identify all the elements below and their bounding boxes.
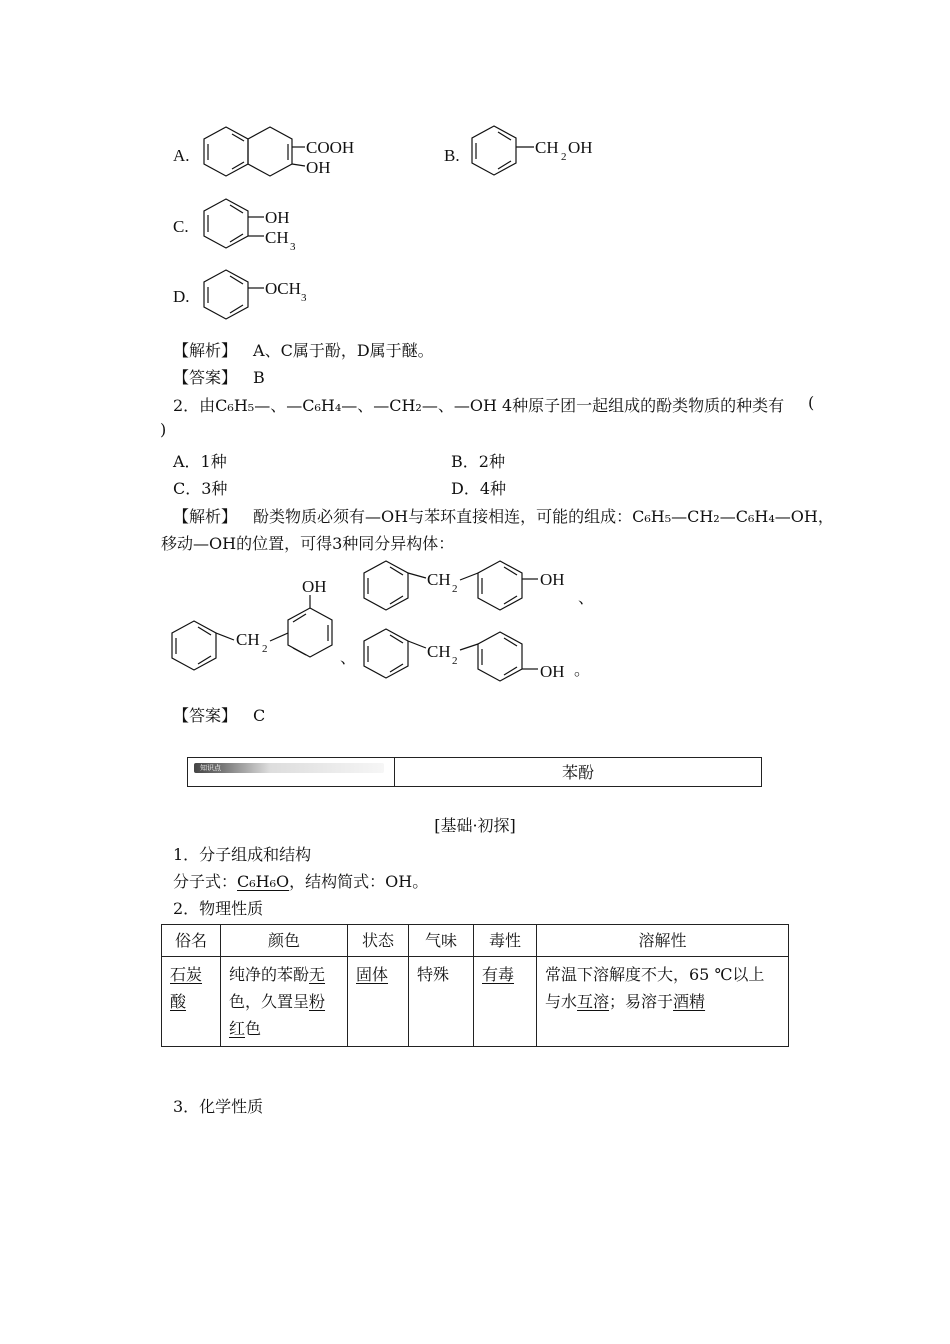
answer-tag: 【答案】 <box>173 368 238 387</box>
isomer-meta-idx: 2 <box>452 583 458 595</box>
option-d-structure <box>204 270 307 319</box>
option-c-idx: 3 <box>290 241 296 253</box>
q2-bracket-close: ) <box>160 420 167 439</box>
molecular-formula: C₆H₆O <box>237 872 290 891</box>
col-header: 毒性 <box>474 925 537 957</box>
isomer-meta-ch: CH <box>427 570 451 589</box>
q1-analysis <box>173 338 434 361</box>
color-cell: 纯净的苯酚无色，久置呈粉红色 <box>221 957 348 1047</box>
heading-structure: 1．分子组成和结构 <box>173 845 312 864</box>
col-header: 俗名 <box>162 925 221 957</box>
analysis-text: A、C属于酚，D属于醚。 <box>253 341 434 360</box>
option-c-ch: CH <box>265 228 289 247</box>
isomer-para-ch: CH <box>427 642 451 661</box>
state-value: 固体 <box>356 965 389 984</box>
col-header: 状态 <box>348 925 409 957</box>
heading-physical: 2．物理性质 <box>173 899 264 918</box>
q2-analysis-line1 <box>173 504 834 527</box>
formula-line <box>173 869 428 892</box>
option-b-ch: CH <box>535 138 559 157</box>
option-b-idx: 2 <box>561 151 567 163</box>
q2-bracket-open: ( <box>808 393 815 412</box>
formula-mid: ，结构简式： <box>289 872 386 891</box>
q2-choice-d: D．4种 <box>451 479 507 498</box>
option-d-idx: 3 <box>301 292 307 304</box>
isomer-para-oh: OH <box>540 662 565 681</box>
toxicity-value: 有毒 <box>482 965 515 984</box>
analysis-text: 酚类物质必须有—OH与苯环直接相连，可能的组成：C₆H₅—CH₂—C₆H₄—OH， <box>253 507 834 526</box>
isomer-meta <box>364 561 565 610</box>
section-title: 苯酚 <box>561 763 594 782</box>
isomer-para-idx: 2 <box>452 655 458 667</box>
q2-choice-b: B．2种 <box>451 452 505 471</box>
section-subheading: [基础·初探] <box>434 816 516 835</box>
q2-analysis-line2: 移动—OH的位置，可得3种同分异构体： <box>161 534 455 553</box>
answer-value: C <box>253 706 266 725</box>
table-row <box>162 957 789 1047</box>
isomer-separator-2: 、 <box>340 648 357 667</box>
isomer-para <box>364 629 565 681</box>
col-header: 溶解性 <box>537 925 789 957</box>
option-a-label: A. <box>173 146 190 165</box>
option-c-structure <box>204 199 296 253</box>
option-b-structure <box>472 126 593 175</box>
answer-value: B <box>253 368 265 387</box>
option-a-structure <box>204 127 354 177</box>
formula-tail: OH。 <box>385 872 429 891</box>
q2-stem: 2．由C₆H₅—、—C₆H₄—、—CH₂—、—OH 4种原子团一起组成的酚类物质的种类有 <box>173 396 785 415</box>
q2-answer <box>173 703 265 726</box>
formula-prefix: 分子式： <box>173 872 238 891</box>
isomer-ortho-ch: CH <box>236 630 260 649</box>
isomer-ortho <box>172 577 332 670</box>
isomer-end: 。 <box>574 660 591 679</box>
option-a-cooh: COOH <box>306 138 355 157</box>
col-header: 颜色 <box>221 925 348 957</box>
option-c-label: C. <box>173 217 189 236</box>
physical-properties-table <box>161 924 789 1047</box>
option-a-oh: OH <box>306 158 331 177</box>
option-c-oh: OH <box>265 208 290 227</box>
option-b-label: B. <box>444 146 460 165</box>
isomer-ortho-idx: 2 <box>262 643 268 655</box>
isomer-ortho-oh: OH <box>302 577 327 596</box>
common-name: 石炭酸 <box>170 965 203 1011</box>
col-header: 气味 <box>409 925 474 957</box>
q1-answer <box>173 365 265 388</box>
knowledge-point-tag: 知识点 <box>194 763 384 773</box>
q1-structures <box>0 0 950 340</box>
q2-choice-c: C．3种 <box>173 479 228 498</box>
option-d-label: D. <box>173 287 190 306</box>
table-header-row <box>162 925 789 957</box>
analysis-tag: 【解析】 <box>173 341 238 360</box>
option-d-och: OCH <box>265 279 301 298</box>
q2-isomers <box>0 560 950 720</box>
isomer-separator-1: 、 <box>578 588 595 607</box>
option-b-oh: OH <box>568 138 593 157</box>
section-header-bar <box>187 757 762 787</box>
answer-tag: 【答案】 <box>173 706 238 725</box>
analysis-tag: 【解析】 <box>173 507 238 526</box>
q2-choice-a: A．1种 <box>173 452 227 471</box>
heading-chemical: 3．化学性质 <box>173 1097 264 1116</box>
solubility-cell: 常温下溶解度不大，65 ℃以上与水互溶；易溶于酒精 <box>537 957 789 1047</box>
isomer-meta-oh: OH <box>540 570 565 589</box>
smell-value: 特殊 <box>417 965 450 984</box>
